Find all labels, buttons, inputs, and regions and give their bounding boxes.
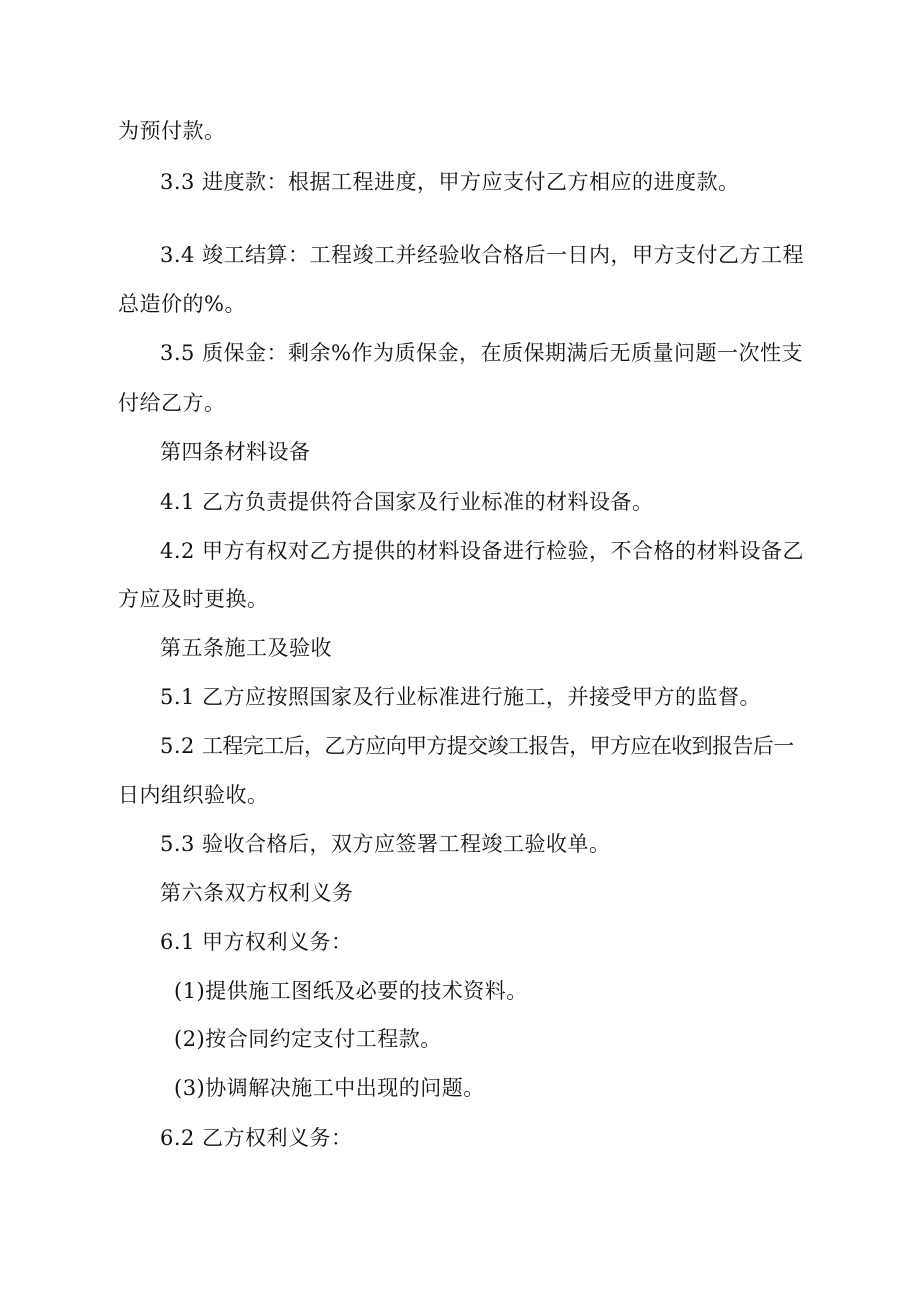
clause-6-2	[160, 1124, 353, 1152]
clause-text: 竣工结算：工程竣工并经验收合格后一日内，甲方支付乙方工程	[202, 243, 804, 267]
clause-3-4	[160, 241, 804, 269]
clause-5-3	[160, 830, 611, 858]
clause-number: 3.5	[160, 341, 195, 365]
line-text: 总造价的%。	[118, 292, 246, 316]
paragraph-continuation	[118, 781, 269, 809]
clause-6-1	[160, 928, 353, 956]
article-heading-6	[160, 879, 354, 907]
article-heading-5	[160, 634, 332, 662]
clause-text: 乙方负责提供符合国家及行业标准的材料设备。	[202, 490, 654, 514]
list-item	[174, 1025, 442, 1053]
clause-number: 4.2	[160, 539, 195, 563]
clause-5-1	[160, 683, 761, 711]
clause-3-3	[160, 168, 740, 196]
clause-5-2	[160, 732, 794, 760]
article-title: 第四条材料设备	[160, 440, 311, 464]
clause-number: 3.3	[160, 170, 195, 194]
list-item	[174, 977, 528, 1005]
clause-text: 质保金：剩余%作为质保金，在质保期满后无质量问题一次性支	[202, 341, 803, 365]
clause-number: 5.3	[160, 832, 195, 856]
article-title: 第六条双方权利义务	[160, 881, 354, 905]
clause-text: 甲方有权对乙方提供的材料设备进行检验，不合格的材料设备乙	[202, 539, 804, 563]
line-text: 付给乙方。	[118, 391, 226, 415]
clause-text: 工程完工后，乙方应向甲方提交竣工报告，甲方应在收到报告后一	[202, 734, 794, 758]
list-item	[174, 1074, 485, 1102]
paragraph-continuation	[118, 389, 226, 417]
paragraph-continuation	[118, 585, 269, 613]
clause-text: 进度款：根据工程进度，甲方应支付乙方相应的进度款。	[202, 170, 740, 194]
clause-number: 6.1	[160, 930, 195, 954]
list-item-text: (2)按合同约定支付工程款。	[174, 1027, 442, 1051]
clause-number: 5.2	[160, 734, 195, 758]
article-heading-4	[160, 438, 311, 466]
clause-text: 乙方权利义务：	[202, 1126, 353, 1150]
clause-3-5	[160, 339, 803, 367]
list-item-text: (1)提供施工图纸及必要的技术资料。	[174, 979, 528, 1003]
clause-text: 乙方应按照国家及行业标准进行施工，并接受甲方的监督。	[202, 685, 761, 709]
line-text: 方应及时更换。	[118, 587, 269, 611]
article-title: 第五条施工及验收	[160, 636, 332, 660]
clause-number: 4.1	[160, 490, 195, 514]
paragraph-continuation	[118, 290, 246, 318]
line-text: 日内组织验收。	[118, 783, 269, 807]
clause-number: 3.4	[160, 243, 195, 267]
clause-number: 5.1	[160, 685, 195, 709]
line-text: 为预付款。	[118, 119, 226, 143]
list-item-text: (3)协调解决施工中出现的问题。	[174, 1076, 485, 1100]
clause-number: 6.2	[160, 1126, 195, 1150]
clause-4-1	[160, 488, 654, 516]
clause-text: 甲方权利义务：	[202, 930, 353, 954]
paragraph-continuation	[118, 117, 226, 145]
clause-text: 验收合格后，双方应签署工程竣工验收单。	[202, 832, 611, 856]
clause-4-2	[160, 537, 804, 565]
